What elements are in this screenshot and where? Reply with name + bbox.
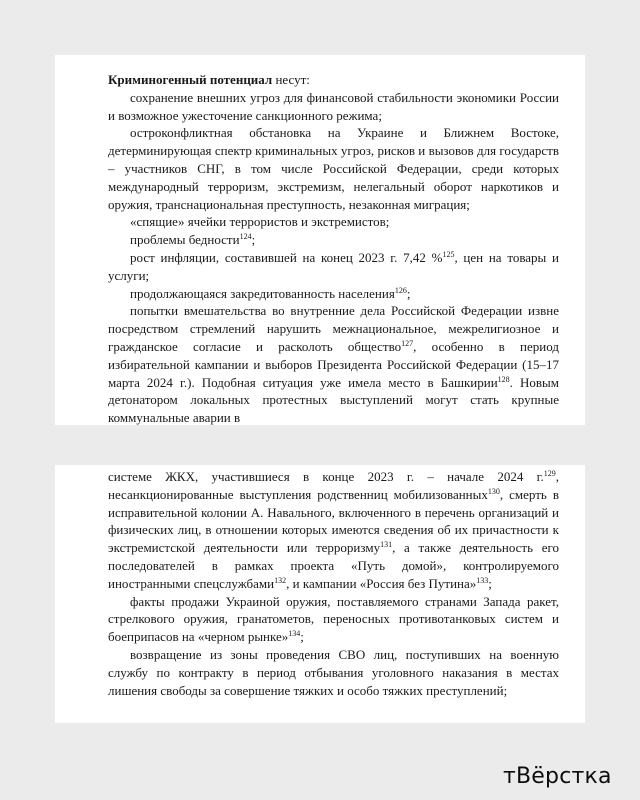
paragraph-utilities: системе ЖКХ, участившиеся в конце 2023 г. – начале 2024 г.$^{129}$, несанкционированные выступления родственниц мобилизованных$^{130}$, смерть в исправительной колонии А. Навального, включенного в перечень организаций и физических лиц, в отношении которых имеются сведения об их причастности к экстремистской деятельности или терроризму$^{131}$, а также деятельность его последователей в рамках проекта «Путь домой», контролируемого иностранными спецслужбами$^{132}$, и кампании «Россия без Путина»$^{133}$; [108, 469, 560, 591]
footnote-ref: 132 [274, 575, 287, 585]
footnote-ref: 125 [442, 249, 455, 259]
paragraph-debt: продолжающаяся закредитованность населения$^{126}$; [130, 285, 411, 301]
footnote-ref: 126 [394, 285, 407, 295]
footnote-ref: 124 [239, 232, 252, 242]
intro-paragraph: Криминогенный потенциал несут: [108, 72, 310, 87]
paragraph-poverty: проблемы бедности$^{124}$; [130, 232, 256, 248]
paragraph-conflict: остроконфликтная обстановка на Украине и Ближнем Востоке, детерминирующая спектр криминальных угроз, рисков и вызовов для государств – участников СНГ, в том числе Российской Федерации, среди которых международный терроризм, экстремизм, нелегальный оборот наркотиков и оружия, транснациональная преступность, незаконная миграция; [108, 125, 559, 212]
paragraph-weapons-sales: факты продажи Украиной оружия, поставляемого странами Запада ракет, стрелкового оружия, гранатометов, переносных противотанковых систем и боеприпасов на «черном рынке»$^{134}$; [108, 593, 559, 645]
paragraph-economy-threats: сохранение внешних угроз для финансовой стабильности экономики России и возможное ужесточение санкционного режима; [108, 89, 559, 123]
paragraph-svo-return: возвращение из зоны проведения СВО лиц, поступивших на военную службу по контракту в период отбывания уголовного наказания в местах лишения свободы за совершение тяжких и особо тяжких преступлений; [108, 646, 559, 698]
footnote-ref: 127 [401, 338, 414, 348]
brand-logo: тВёрстка [503, 764, 612, 789]
document-page-1 [55, 55, 585, 425]
paragraph-inflation: рост инфляции, составившей на конец 2023 г. 7,42 %$^{125}$, цен на товары и услуги; [108, 249, 559, 283]
footnote-ref: 128 [497, 374, 510, 384]
paragraph-interference: попытки вмешательства во внутренние дела Российской Федерации извне посредством стремлений нарушить межнациональное, межрелигиозное и гражданское согласие и расколоть общество$^{127}$, особенно в период избирательной кампании и выборов Президента Российской Федерации (15–17 марта 2024 г.). Подобная ситуация уже имела место в Башкирии$^{128}$. Новым детонатором локальных протестных выступлений могут стать крупные коммунальные аварии в [108, 303, 559, 426]
footnote-ref: 130 [487, 486, 500, 496]
footnote-ref: 131 [380, 540, 393, 550]
footnote-ref: 134 [288, 629, 301, 639]
footnote-ref: 133 [476, 575, 489, 585]
paragraph-sleeper-cells: «спящие» ячейки террористов и экстремистов; [130, 214, 390, 230]
document-page-2 [55, 465, 585, 723]
intro-heading: Криминогенный потенциал [108, 72, 273, 87]
footnote-ref: 129 [543, 469, 556, 478]
